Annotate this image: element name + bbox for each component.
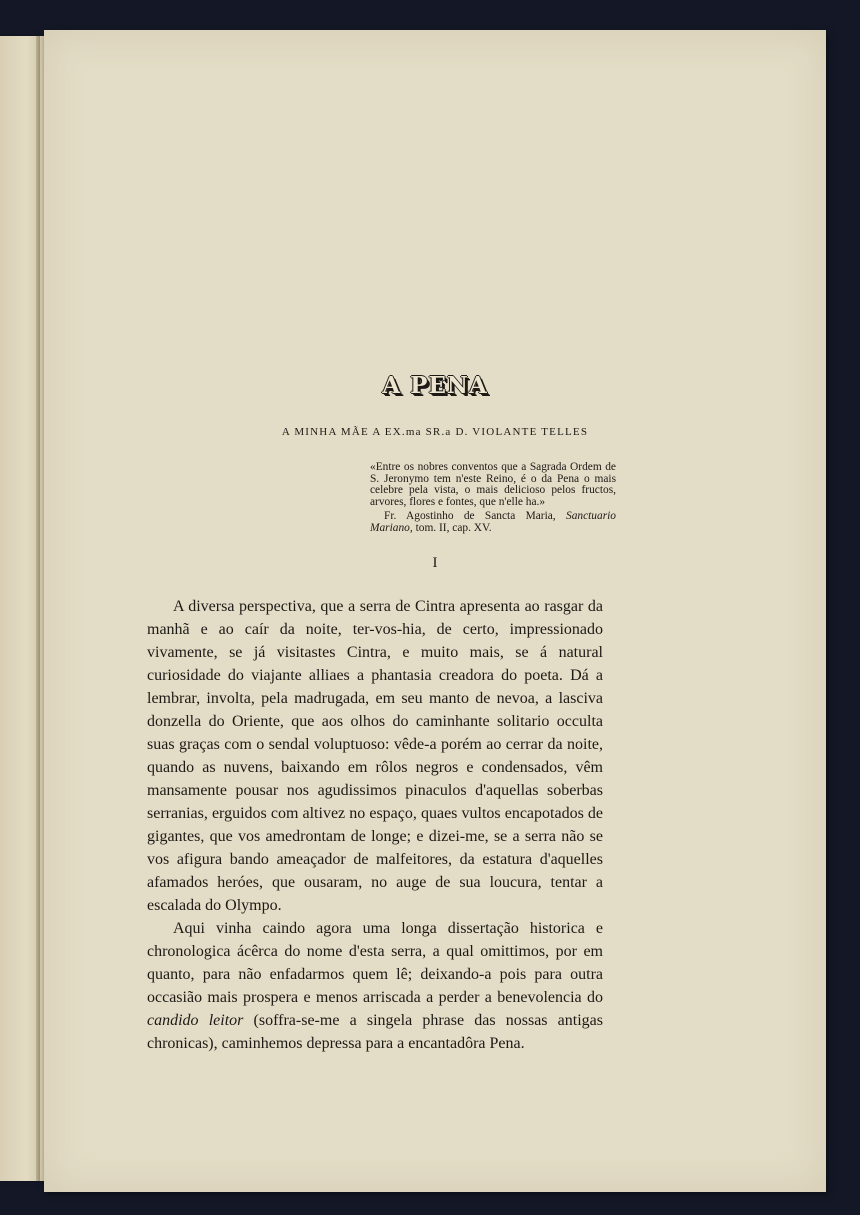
section-number: I: [432, 555, 438, 571]
epigraph-work: Sanctuario Mariano,: [370, 510, 616, 534]
paragraph-2-before: Aqui vinha caindo agora uma longa dissertação historica e chronologica ácêrca do nome d'esta serra, a qual omittimos, por em quanto, para não enfadarmos quem lê; deixando-a pois para outra occasião mais prospera e menos arriscada a perder a benevolencia do: [147, 920, 603, 1006]
chapter-title: A PENA: [382, 372, 488, 399]
book-page: [44, 30, 826, 1192]
paragraph-2: [147, 917, 603, 1055]
paragraph-2-after: (soffra-se-me a singela phrase das nossas antigas chronicas), caminhemos depressa para a encantadôra Pena.: [147, 1012, 603, 1052]
epigraph-reference: tom. II, cap. XV.: [415, 521, 492, 534]
epigraph-attribution: [370, 511, 616, 534]
epigraph-quote: «Entre os nobres conventos que a Sagrada Ordem de S. Jeronymo tem n'este Reino, é o da Pena o mais celebre pela vista, o mais delicioso pelos fructos, arvores, flores e fontes, que n'elle ha.»: [370, 461, 616, 508]
epigraph: [370, 462, 616, 534]
dedication: A MINHA MÃE A EX.ma SR.a D. VIOLANTE TELLES: [281, 426, 589, 438]
paragraph-1: A diversa perspectiva, que a serra de Cintra apresenta ao rasgar da manhã e ao caír da noite, ter-vos-hia, de certo, impressionado vivamente, se já visitastes Cintra, e muito mais, se á natural curiosidade do viajante alliaes a phantasia creadora do poeta. Dá a lembrar, involta, pela madrugada, em seu manto de nevoa, a lasciva donzella do Oriente, que aos olhos do caminhante solitario occulta suas graças com o sendal voluptuoso: vêde-a porém ao cerrar da noite, quando as nuvens, baixando em rôlos negros e condensados, vêm mansamente pousar nos agudissimos pinaculos d'aquellas soberbas serranias, erguidos com altivez no espaço, quaes vultos encapotados de gigantes, que vos amedrontam de longe; e dizei-me, se a serra não se vos afigura bando ameaçador de malfeitores, da estatura d'aquelles afamados heróes, que ousaram, no auge de sua loucura, tentar a escalada do Olympo.: [147, 598, 603, 914]
paragraph-2-italic: candido leitor: [147, 1012, 244, 1029]
body-text: [147, 595, 603, 1055]
previous-page-edge: [0, 36, 44, 1181]
epigraph-author: Fr. Agostinho de Sancta Maria,: [384, 510, 556, 522]
page-spine-shadow: [36, 36, 40, 1181]
